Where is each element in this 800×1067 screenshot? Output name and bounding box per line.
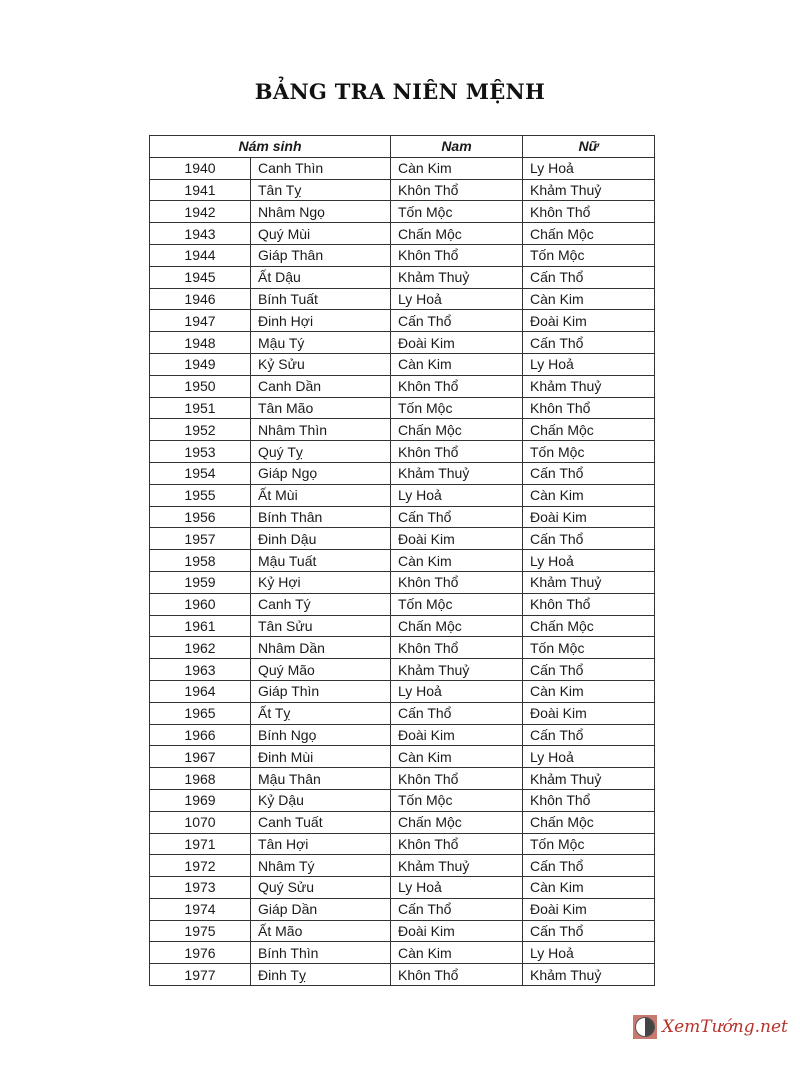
nu-cell: Khôn Thổ — [523, 593, 655, 615]
nu-cell: Ly Hoả — [523, 942, 655, 964]
nam-cell: Ly Hoả — [391, 877, 523, 899]
table-row — [150, 789, 655, 811]
nu-cell: Cấn Thổ — [523, 855, 655, 877]
year-cell: 1942 — [150, 201, 251, 223]
table-row — [150, 441, 655, 463]
canchi-cell: Tân Tỵ — [251, 179, 391, 201]
nam-cell: Khôn Thổ — [391, 768, 523, 790]
year-cell: 1941 — [150, 179, 251, 201]
canchi-cell: Đinh Tỵ — [251, 964, 391, 986]
year-cell: 1940 — [150, 157, 251, 179]
table-row — [150, 920, 655, 942]
canchi-cell: Bính Tuất — [251, 288, 391, 310]
canchi-cell: Mậu Thân — [251, 768, 391, 790]
canchi-cell: Canh Tuất — [251, 811, 391, 833]
nam-cell: Tốn Mộc — [391, 201, 523, 223]
year-cell: 1974 — [150, 898, 251, 920]
nam-cell: Càn Kim — [391, 550, 523, 572]
nu-cell: Cấn Thổ — [523, 332, 655, 354]
table-row — [150, 223, 655, 245]
year-cell: 1945 — [150, 266, 251, 288]
nam-cell: Khảm Thuỷ — [391, 659, 523, 681]
page-title: BẢNG TRA NIÊN MỆNH — [254, 79, 546, 104]
canchi-cell: Tân Mão — [251, 397, 391, 419]
canchi-cell: Quý Sửu — [251, 877, 391, 899]
canchi-cell: Kỷ Dậu — [251, 789, 391, 811]
nu-cell: Cấn Thổ — [523, 462, 655, 484]
year-cell: 1960 — [150, 593, 251, 615]
table-row — [150, 855, 655, 877]
nam-cell: Ly Hoả — [391, 484, 523, 506]
year-cell: 1972 — [150, 855, 251, 877]
nam-cell: Tốn Mộc — [391, 397, 523, 419]
nu-cell: Đoài Kim — [523, 310, 655, 332]
canchi-cell: Đinh Mùi — [251, 746, 391, 768]
year-cell: 1954 — [150, 462, 251, 484]
canchi-cell: Kỷ Sửu — [251, 353, 391, 375]
canchi-cell: Canh Tý — [251, 593, 391, 615]
nam-cell: Đoài Kim — [391, 724, 523, 746]
nu-cell: Càn Kim — [523, 680, 655, 702]
nam-cell: Chấn Mộc — [391, 223, 523, 245]
table-row — [150, 898, 655, 920]
nam-cell: Đoài Kim — [391, 920, 523, 942]
nu-cell: Khôn Thổ — [523, 397, 655, 419]
year-cell: 1947 — [150, 310, 251, 332]
nu-cell: Cấn Thổ — [523, 528, 655, 550]
canchi-cell: Đinh Dậu — [251, 528, 391, 550]
canchi-cell: Mậu Tý — [251, 332, 391, 354]
year-cell: 1957 — [150, 528, 251, 550]
year-cell: 1953 — [150, 441, 251, 463]
table-row — [150, 157, 655, 179]
year-cell: 1977 — [150, 964, 251, 986]
canchi-cell: Nhâm Tý — [251, 855, 391, 877]
year-cell: 1975 — [150, 920, 251, 942]
nam-cell: Tốn Mộc — [391, 593, 523, 615]
nu-cell: Chấn Mộc — [523, 419, 655, 441]
nu-cell: Khảm Thuỷ — [523, 179, 655, 201]
table-row — [150, 266, 655, 288]
nam-cell: Cấn Thổ — [391, 310, 523, 332]
table-row — [150, 397, 655, 419]
table-row — [150, 375, 655, 397]
table-row — [150, 659, 655, 681]
table-row — [150, 942, 655, 964]
year-cell: 1962 — [150, 637, 251, 659]
nu-cell: Tốn Mộc — [523, 637, 655, 659]
table-row — [150, 724, 655, 746]
nam-cell: Đoài Kim — [391, 332, 523, 354]
nam-cell: Càn Kim — [391, 157, 523, 179]
canchi-cell: Quý Mão — [251, 659, 391, 681]
watermark-logo — [633, 1015, 788, 1039]
nu-cell: Khôn Thổ — [523, 201, 655, 223]
canchi-cell: Giáp Ngọ — [251, 462, 391, 484]
table-row — [150, 550, 655, 572]
table-row — [150, 746, 655, 768]
header-nam-sinh: Nám sinh — [150, 136, 391, 158]
canchi-cell: Đinh Hợi — [251, 310, 391, 332]
nam-cell: Khôn Thổ — [391, 375, 523, 397]
nam-cell: Khôn Thổ — [391, 244, 523, 266]
nu-cell: Đoài Kim — [523, 898, 655, 920]
table-row — [150, 528, 655, 550]
nu-cell: Ly Hoả — [523, 746, 655, 768]
nam-cell: Khảm Thuỷ — [391, 855, 523, 877]
nam-cell: Đoài Kim — [391, 528, 523, 550]
table-row — [150, 637, 655, 659]
watermark-text: XemTướng.net — [662, 1017, 788, 1037]
year-cell: 1955 — [150, 484, 251, 506]
year-cell: 1950 — [150, 375, 251, 397]
nu-cell: Chấn Mộc — [523, 223, 655, 245]
year-cell: 1946 — [150, 288, 251, 310]
nu-cell: Cấn Thổ — [523, 659, 655, 681]
nu-cell: Đoài Kim — [523, 506, 655, 528]
year-cell: 1976 — [150, 942, 251, 964]
nam-cell: Càn Kim — [391, 746, 523, 768]
nam-cell: Chấn Mộc — [391, 615, 523, 637]
year-cell: 1968 — [150, 768, 251, 790]
year-cell: 1967 — [150, 746, 251, 768]
nu-cell: Tốn Mộc — [523, 244, 655, 266]
canchi-cell: Quý Mùi — [251, 223, 391, 245]
canchi-cell: Tân Sửu — [251, 615, 391, 637]
nu-cell: Tốn Mộc — [523, 833, 655, 855]
nam-cell: Khôn Thổ — [391, 833, 523, 855]
table-row — [150, 419, 655, 441]
nam-cell: Cấn Thổ — [391, 898, 523, 920]
table-row — [150, 593, 655, 615]
year-cell: 1949 — [150, 353, 251, 375]
nu-cell: Khảm Thuỷ — [523, 375, 655, 397]
year-cell: 1959 — [150, 571, 251, 593]
year-cell: 1973 — [150, 877, 251, 899]
table-row — [150, 811, 655, 833]
nu-cell: Cấn Thổ — [523, 266, 655, 288]
year-cell: 1952 — [150, 419, 251, 441]
nu-cell: Càn Kim — [523, 288, 655, 310]
canchi-cell: Quý Tỵ — [251, 441, 391, 463]
canchi-cell: Ất Dậu — [251, 266, 391, 288]
header-nam: Nam — [391, 136, 523, 158]
table-row — [150, 201, 655, 223]
year-cell: 1943 — [150, 223, 251, 245]
canchi-cell: Ất Mùi — [251, 484, 391, 506]
nam-cell: Cấn Thổ — [391, 506, 523, 528]
table-row — [150, 462, 655, 484]
year-cell: 1956 — [150, 506, 251, 528]
table-row — [150, 484, 655, 506]
year-cell: 1961 — [150, 615, 251, 637]
canchi-cell: Nhâm Thìn — [251, 419, 391, 441]
nu-cell: Ly Hoả — [523, 157, 655, 179]
nam-cell: Khảm Thuỷ — [391, 266, 523, 288]
table-row — [150, 768, 655, 790]
canchi-cell: Giáp Thân — [251, 244, 391, 266]
nu-cell: Khôn Thổ — [523, 789, 655, 811]
canchi-cell: Nhâm Dần — [251, 637, 391, 659]
nu-cell: Càn Kim — [523, 484, 655, 506]
canchi-cell: Bính Thân — [251, 506, 391, 528]
nu-cell: Càn Kim — [523, 877, 655, 899]
year-cell: 1944 — [150, 244, 251, 266]
nam-cell: Càn Kim — [391, 942, 523, 964]
nam-cell: Cấn Thổ — [391, 702, 523, 724]
year-cell: 1965 — [150, 702, 251, 724]
nam-cell: Chấn Mộc — [391, 419, 523, 441]
canchi-cell: Canh Thìn — [251, 157, 391, 179]
nu-cell: Khảm Thuỷ — [523, 571, 655, 593]
canchi-cell: Bính Thìn — [251, 942, 391, 964]
nu-cell: Ly Hoả — [523, 550, 655, 572]
table-row — [150, 877, 655, 899]
year-cell: 1966 — [150, 724, 251, 746]
table-row — [150, 680, 655, 702]
table-row — [150, 571, 655, 593]
canchi-cell: Ất Tỵ — [251, 702, 391, 724]
nu-cell: Khảm Thuỷ — [523, 768, 655, 790]
table-row — [150, 288, 655, 310]
canchi-cell: Kỷ Hợi — [251, 571, 391, 593]
canchi-cell: Mậu Tuất — [251, 550, 391, 572]
year-cell: 1971 — [150, 833, 251, 855]
table-row — [150, 244, 655, 266]
year-cell: 1964 — [150, 680, 251, 702]
nu-cell: Khảm Thuỷ — [523, 964, 655, 986]
table-row — [150, 332, 655, 354]
nu-cell: Chấn Mộc — [523, 811, 655, 833]
canchi-cell: Giáp Dần — [251, 898, 391, 920]
table-row — [150, 506, 655, 528]
year-cell: 1963 — [150, 659, 251, 681]
nam-cell: Ly Hoả — [391, 288, 523, 310]
nu-cell: Chấn Mộc — [523, 615, 655, 637]
table-row — [150, 615, 655, 637]
table-row — [150, 310, 655, 332]
year-cell: 1070 — [150, 811, 251, 833]
header-nu: Nữ — [523, 136, 655, 158]
table-row — [150, 964, 655, 986]
nam-cell: Chấn Mộc — [391, 811, 523, 833]
nu-cell: Ly Hoả — [523, 353, 655, 375]
nien-menh-table — [149, 135, 655, 986]
canchi-cell: Nhâm Ngọ — [251, 201, 391, 223]
nam-cell: Tốn Mộc — [391, 789, 523, 811]
nu-cell: Đoài Kim — [523, 702, 655, 724]
nam-cell: Khôn Thổ — [391, 441, 523, 463]
table-row — [150, 353, 655, 375]
year-cell: 1958 — [150, 550, 251, 572]
yin-yang-icon — [633, 1015, 657, 1039]
year-cell: 1969 — [150, 789, 251, 811]
table-row — [150, 179, 655, 201]
nam-cell: Ly Hoả — [391, 680, 523, 702]
nam-cell: Càn Kim — [391, 353, 523, 375]
year-cell: 1951 — [150, 397, 251, 419]
nam-cell: Khôn Thổ — [391, 571, 523, 593]
nu-cell: Cấn Thổ — [523, 920, 655, 942]
nam-cell: Khôn Thổ — [391, 179, 523, 201]
nu-cell: Cấn Thổ — [523, 724, 655, 746]
table-row — [150, 833, 655, 855]
nam-cell: Khôn Thổ — [391, 964, 523, 986]
year-cell: 1948 — [150, 332, 251, 354]
canchi-cell: Ất Mão — [251, 920, 391, 942]
canchi-cell: Bính Ngọ — [251, 724, 391, 746]
canchi-cell: Giáp Thìn — [251, 680, 391, 702]
table-row — [150, 702, 655, 724]
nam-cell: Khảm Thuỷ — [391, 462, 523, 484]
nu-cell: Tốn Mộc — [523, 441, 655, 463]
canchi-cell: Canh Dần — [251, 375, 391, 397]
nam-cell: Khôn Thổ — [391, 637, 523, 659]
table-header-row — [150, 136, 655, 158]
canchi-cell: Tân Hợi — [251, 833, 391, 855]
